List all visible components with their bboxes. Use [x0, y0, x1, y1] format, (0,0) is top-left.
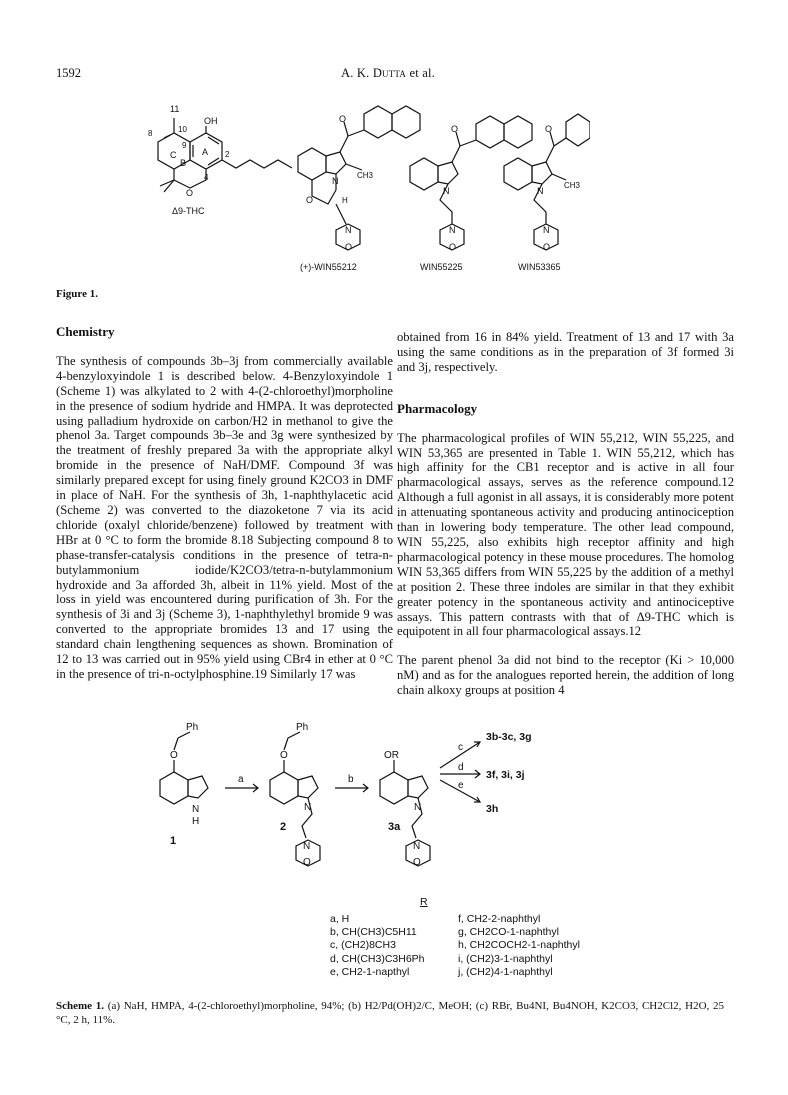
compound-2-phenyl: Ph: [296, 722, 309, 733]
r-list-right: [458, 913, 580, 979]
arrow-label-e: e: [458, 780, 464, 791]
win55225-structure: [410, 116, 532, 250]
win55212-ring-oxygen: O: [306, 195, 314, 205]
thc-hydroxyl: OH: [204, 116, 218, 126]
compound-3a-morpholine-oxygen: O: [413, 857, 421, 868]
compound-label-2: 2: [280, 821, 287, 833]
chemistry-section: [56, 325, 393, 682]
win55212-indole-nitrogen: N: [332, 176, 339, 186]
thc-number-11: 11: [170, 104, 180, 114]
product-group-c: 3b-3c, 3g: [486, 731, 532, 743]
r-item: j, (CH2)4-1-naphthyl: [458, 965, 553, 978]
thc-number-2: 2: [225, 150, 230, 159]
page-number: 1592: [56, 66, 81, 80]
win55212-morpholine-oxygen: O: [345, 242, 353, 252]
compound-1-nitrogen: N: [192, 804, 200, 815]
scheme-1-caption: [56, 1000, 724, 1027]
chemistry-paragraph-2: obtained from 16 in 84% yield. Treatment of 13 and 17 with 3a using the same conditions as in the preparation of 3f formed 3i and 3j, respectively.: [397, 330, 734, 374]
pharmacology-paragraph-2: The parent phenol 3a did not bind to the receptor (Ki > 10,000 nM) and as for the analogues reported herein, the addition of long chain alkoxy groups at position 4: [397, 653, 734, 698]
win55212-hydrogen: H: [342, 196, 348, 205]
win55212-carbonyl-oxygen: O: [339, 114, 347, 124]
compound-label-win53365: WIN53365: [518, 262, 561, 272]
compound-1-structure: [160, 772, 188, 804]
r-item: d, CH(CH3)C3H6Ph: [330, 952, 425, 965]
r-list-left: [330, 913, 425, 979]
right-column: [397, 330, 734, 698]
compound-3a-structure: [380, 772, 408, 804]
thc-number-4: 4: [204, 173, 209, 182]
thc-ring-label-c: C: [170, 150, 177, 160]
compound-2-structure: [270, 772, 298, 804]
thc-number-9: 9: [182, 141, 187, 150]
scheme-1-diagram: [140, 650, 720, 990]
compound-label-1: 1: [170, 835, 177, 847]
win53365-morpholine-oxygen: O: [543, 242, 551, 252]
running-title: A. K. Dutta et al.: [341, 66, 435, 80]
scheme-1-caption-label: Scheme 1.: [56, 1000, 105, 1012]
win53365-morpholine-nitrogen: N: [543, 225, 550, 235]
thc-ring-label-a: A: [202, 147, 209, 157]
chemistry-paragraph-1: The synthesis of compounds 3b–3j from commercially available 4-benzyloxyindole 1 is described below. 4-Benzyloxyindole 1 (Scheme 1) was alkylated to 2 with 4-(2-chloroethyl)morpholine in the presence of sodium hydride and HMPA. It was deprotected using palladium hydroxide on carbon/H2 in methanol to give the phenol 3a. Target compounds 3b–3e and 3g were synthesized by the treatment of freshly prepared 3a with the appropriate alkyl bromide in the presence of NaH/DMF. Compound 3f was similarly prepared except for using finely ground K2CO3 in DMF in place of NaH. For the synthesis of 3h, 1-naphthylacetic acid (Scheme 2) was converted to the diazoketone 7 via its acid chloride (oxalyl chloride/benzene) followed by treatment with HBr at 0 °C to form the bromide 8.18 Subjecting compound 8 to phase-transfer-catalysis conditions in the presence of tetra-n-butylammonium iodide/K2CO3/tetra-n-butylammonium hydroxide and 3a afforded 3h, albeit in 11% yield. Most of the loss in yield was encountered during purification of 3h. For the synthesis of 3i and 3j (Scheme 3), 1-naphthylethyl bromide 9 was converted to the appropriate bromides 13 and 17 using the standard chain lengthening sequences as shown. Bromination of 12 to 13 was carried out in 95% yield using CBr4 in ether at 0 °C in the presence of tri-n-octylphosphine.19 Similarly 17 was: [56, 353, 393, 681]
chemistry-heading: Chemistry: [56, 324, 115, 339]
win53365-indole-nitrogen: N: [537, 186, 544, 196]
r-item: c, (CH2)8CH3: [330, 939, 396, 952]
win53365-methyl: CH3: [564, 181, 581, 190]
win55212-methyl: CH3: [357, 171, 374, 180]
thc-ring-oxygen: O: [186, 188, 194, 198]
win55225-indole-nitrogen: N: [443, 186, 450, 196]
win55225-morpholine-nitrogen: N: [449, 225, 456, 235]
compound-label-3a: 3a: [388, 821, 401, 833]
r-item: e, CH2-1-napthyl: [330, 965, 410, 978]
r-header: R: [420, 896, 428, 908]
arrow-label-b: b: [348, 774, 354, 785]
compound-2-nitrogen: N: [304, 802, 312, 813]
compound-3a-nitrogen: N: [414, 802, 422, 813]
compound-3a-or-group: OR: [384, 750, 399, 761]
arrow-label-a: a: [238, 774, 244, 785]
product-group-e: 3h: [486, 803, 499, 815]
compound-label-win55212: (+)-WIN55212: [300, 262, 357, 272]
thc-ring-b: [174, 169, 206, 188]
win53365-carbonyl-oxygen: O: [545, 124, 553, 134]
product-group-d: 3f, 3i, 3j: [486, 769, 525, 781]
page-header: [56, 66, 720, 84]
thc-ring-label-b: B: [180, 158, 187, 168]
thc-pentyl-chain: [222, 160, 292, 168]
compound-3a-morpholine-nitrogen: N: [413, 841, 421, 852]
r-item: a, H: [330, 913, 350, 925]
win55225-carbonyl-oxygen: O: [451, 124, 459, 134]
r-item: f, CH2-2-naphthyl: [458, 913, 541, 925]
win55225-morpholine-oxygen: O: [449, 242, 457, 252]
compound-1-oxygen: O: [170, 750, 178, 761]
r-item: i, (CH2)3-1-naphthyl: [458, 952, 553, 965]
r-item: g, CH2CO-1-naphthyl: [458, 926, 559, 939]
compound-2-morpholine-nitrogen: N: [303, 841, 311, 852]
thc-number-10: 10: [178, 125, 187, 134]
pharmacology-paragraph-1: The pharmacological profiles of WIN 55,212, WIN 55,225, and WIN 53,365 are presented in Table 1. WIN 55,212, which has high affinity for the CB1 receptor and is active in all four pharmacological assays, serves as the reference compound.12 Although a full agonist in all assays, it is considerably more potent in attenuating spontaneous activity and producing antinociception than in lowering body temperature. The other lead compound, WIN 55,225, also exhibits high receptor affinity and high pharmacological potency in these mouse procedures. The homolog WIN 53,365 differs from WIN 55,225 by the addition of a methyl at position 2. These three indoles are similar in that they exhibit greater potency in the spontaneous activity and antinociceptive assays. This pattern contrasts with that of Δ9-THC which is equipotent in all four pharmacological assays.12: [397, 430, 734, 639]
win55212-morpholine-nitrogen: N: [345, 225, 352, 235]
thc-name: Δ9-THC: [172, 206, 205, 216]
pharmacology-heading: Pharmacology: [397, 400, 478, 416]
r-item: h, CH2COCH2-1-naphthyl: [458, 939, 580, 952]
scheme-1-caption-text: (a) NaH, HMPA, 4-(2-chloroethyl)morpholine, 94%; (b) H2/Pd(OH)2/C, MeOH; (c) RBr, Bu4NI, Bu4NOH, K2CO3, CH2Cl2, H2O, 25 °C, 2 h, 11%.: [56, 1000, 724, 1026]
arrow-label-d: d: [458, 762, 464, 773]
running-title-author: Dutta: [372, 66, 407, 80]
compound-2-morpholine-oxygen: O: [303, 857, 311, 868]
thc-number-8: 8: [148, 129, 153, 138]
compound-1-hydrogen: H: [192, 816, 200, 827]
compound-label-win55225: WIN55225: [420, 262, 463, 272]
arrow-label-c: c: [458, 742, 463, 753]
compound-1-phenyl: Ph: [186, 722, 199, 733]
r-item: b, CH(CH3)C5H11: [330, 926, 417, 939]
figure-1-structures: [120, 100, 590, 280]
compound-2-oxygen: O: [280, 750, 288, 761]
figure-1-caption: Figure 1.: [56, 288, 98, 300]
